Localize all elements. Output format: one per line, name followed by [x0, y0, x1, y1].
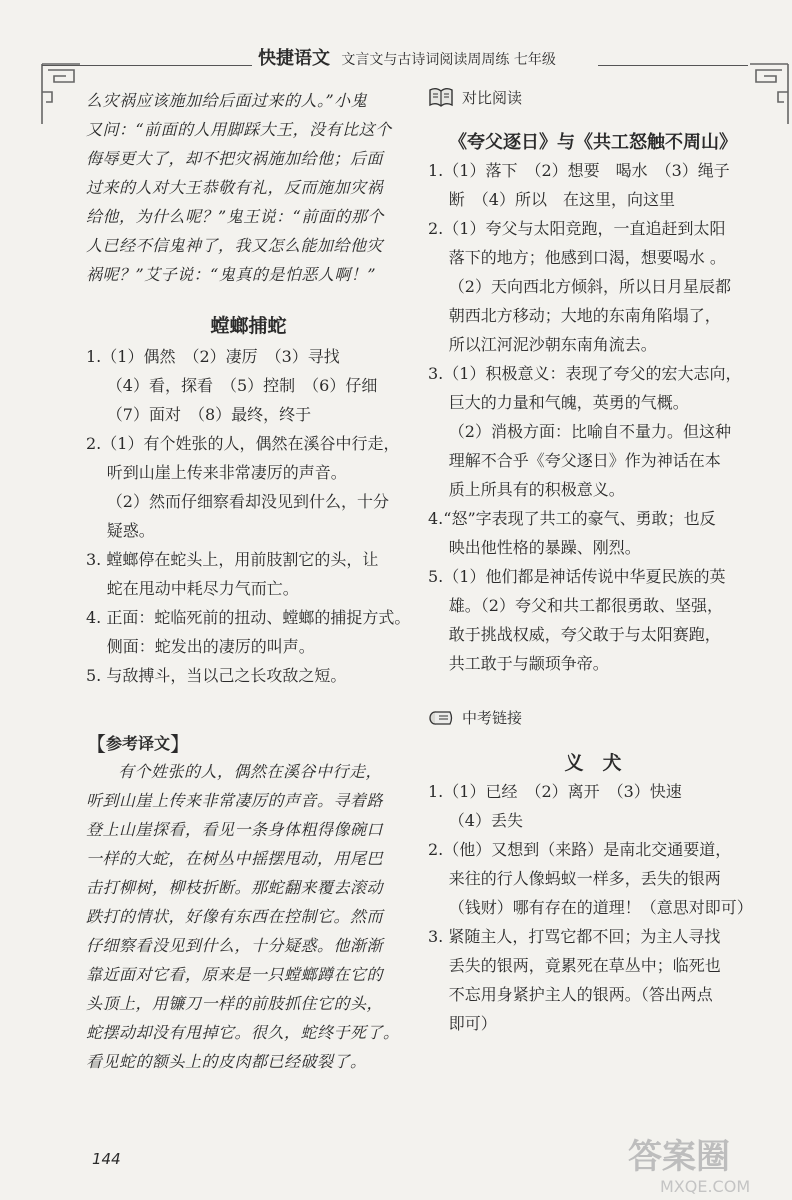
exam-link-heading	[428, 706, 758, 728]
text-line: 击打柳树，柳枝折断。那蛇翻来覆去滚动	[86, 878, 384, 897]
text-line: 登上山崖探看，看见一条身体粗得像碗口	[86, 820, 384, 839]
text-line: 朝西北方移动；大地的东南角陷塌了，	[448, 306, 721, 325]
text-line: 一样的大蛇，在树丛中摇摆甩动，用尾巴	[86, 849, 384, 868]
text-line: 4. 正面：蛇临死前的扭动、螳螂的捕捉方式。	[86, 608, 411, 627]
text-line: 又问：“前面的人用脚踩大王，没有比这个	[86, 120, 392, 139]
section-title-loyal-dog: 义 犬	[564, 752, 622, 774]
loyal-dog-answers	[428, 777, 758, 1038]
text-line: 有个姓张的人，偶然在溪谷中行走，	[118, 762, 383, 781]
text-line: 巨大的力量和气魄，英勇的气概。	[448, 393, 689, 412]
left-column	[86, 86, 411, 1076]
text-line: 过来的人对大王恭敬有礼，反而施加灾祸	[86, 178, 384, 197]
text-line: 1.（1）偶然 （2）凄厉 （3）寻找	[86, 347, 340, 366]
text-line: 祸呢？”艾子说：“鬼真的是怕恶人啊！”	[86, 265, 377, 284]
text-line: 5.（1）他们都是神话传说中华夏民族的英	[428, 567, 726, 586]
text-line: 理解不合乎《夸父逐日》作为神话在本	[448, 451, 721, 470]
text-line: 仔细察看没见到什么，十分疑惑。他渐渐	[86, 936, 384, 955]
text-line: （2）天向西北方倾斜，所以日月星辰都	[448, 277, 731, 296]
text-line: 靠近面对它看，原来是一只螳螂蹲在它的	[86, 965, 384, 984]
text-line: 5. 与敌搏斗，当以己之长攻敌之短。	[86, 666, 347, 685]
scroll-icon	[428, 706, 454, 728]
text-line: 敢于挑战权威，夸父敢于与太阳赛跑，	[448, 625, 721, 644]
section-title-mantis: 螳螂捕蛇	[210, 315, 287, 337]
text-line: 3. 螳螂停在蛇头上，用前肢割它的头，让	[86, 550, 379, 569]
text-line: 蛇摆动却没有甩掉它。很久，蛇终于死了。	[86, 1023, 400, 1042]
text-line: 疑惑。	[106, 521, 155, 540]
header-rule-right	[598, 65, 748, 66]
header-rule-left	[42, 65, 252, 66]
reference-translation-label: 参考译文	[106, 734, 171, 753]
section-title-kuafu: 《夸父逐日》与《共工怒触不周山》	[449, 132, 737, 153]
text-line: 跌打的情状，好像有东西在控制它。然而	[86, 907, 384, 926]
text-line: 共工敢于与颛顼争帝。	[448, 654, 609, 673]
text-line: 不忘用身紧护主人的银两。（答出两点	[448, 985, 713, 1004]
text-line: 看见蛇的额头上的皮肉都已经破裂了。	[86, 1052, 367, 1071]
reference-translation	[86, 757, 411, 1076]
open-book-icon	[428, 86, 454, 108]
text-line: 4.“怒”字表现了共工的豪气、勇敢；也反	[428, 509, 716, 528]
text-line: （4）丢失	[448, 811, 523, 830]
text-line: 2.（他）又想到（来路）是南北交通要道，	[428, 840, 732, 859]
text-line: 3. 紧随主人，打骂它都不回；为主人寻找	[428, 927, 721, 946]
text-line: 人已经不信鬼神了，我又怎么能加给他灾	[86, 236, 384, 255]
text-line: 3.（1）积极意义：表现了夸父的宏大志向，	[428, 364, 742, 383]
kuafu-answers	[428, 156, 758, 678]
story-continuation	[86, 86, 411, 289]
header-title	[258, 44, 556, 70]
mantis-answers	[86, 342, 411, 690]
comparative-reading-heading	[428, 86, 758, 108]
text-line: 即可）	[448, 1014, 497, 1033]
text-line: 2.（1）夸父与太阳竞跑，一直追赶到太阳	[428, 219, 726, 238]
text-line: 所以江河泥沙朝东南角流去。	[448, 335, 657, 354]
page-header	[0, 0, 792, 70]
text-line: 1.（1）已经 （2）离开 （3）快速	[428, 782, 682, 801]
text-line: （4）看，探看 （5）控制 （6）仔细	[106, 376, 378, 395]
text-line: （7）面对 （8）最终，终于	[106, 405, 312, 424]
text-line: 1.（1）落下 （2）想要 喝水 （3）绳子	[428, 161, 730, 180]
left-ornament-icon	[38, 62, 84, 128]
text-line: 听到山崖上传来非常凄厉的声音。	[106, 463, 347, 482]
text-line: 断 （4）所以 在这里，向这里	[448, 190, 675, 209]
text-line: 蛇在甩动中耗尽力气而亡。	[106, 579, 299, 598]
exam-link-label: 中考链接	[462, 708, 523, 727]
text-line: 侮辱更大了，却不把灾祸施加给他；后面	[86, 149, 384, 168]
watermark-bottom: MXQE.COM	[660, 1177, 751, 1196]
comparative-reading-label: 对比阅读	[462, 88, 523, 107]
watermark-logo-icon	[620, 1128, 780, 1198]
watermark-top: 答案圈	[628, 1137, 730, 1177]
text-line: 雄。（2）夸父和共工都很勇敢、坚强，	[448, 596, 723, 615]
text-line: 质上所具有的积极意义。	[448, 480, 625, 499]
text-line: 来往的行人像蚂蚁一样多，丢失的银两	[448, 869, 721, 888]
text-line: 么灾祸应该施加给后面过来的人。”小鬼	[86, 91, 368, 110]
text-line: 头顶上，用镰刀一样的前肢抓住它的头，	[86, 994, 384, 1013]
text-line: 落下的地方；他感到口渴，想要喝水 。	[448, 248, 726, 267]
text-line: 侧面：蛇发出的凄厉的叫声。	[106, 637, 315, 656]
text-line: （2）然而仔细察看却没见到什么，十分	[106, 492, 389, 511]
text-line: 给他，为什么呢？”鬼王说：“前面的那个	[86, 207, 384, 226]
page-number: 144	[92, 1150, 121, 1168]
text-line: （钱财）哪有存在的道理！（意思对即可）	[448, 898, 753, 917]
brand-name: 快捷语文	[258, 48, 330, 69]
book-subtitle: 文言文与古诗词阅读周周练 七年级	[341, 52, 556, 68]
text-line: （2）消极方面：比喻自不量力。但这种	[448, 422, 731, 441]
text-line: 听到山崖上传来非常凄厉的声音。寻着路	[86, 791, 384, 810]
reference-translation-heading: 【 参考译文 】	[86, 732, 191, 756]
right-column	[428, 86, 758, 1038]
text-line: 2.（1）有个姓张的人，偶然在溪谷中行走，	[86, 434, 400, 453]
text-line: 映出他性格的暴躁、刚烈。	[448, 538, 641, 557]
text-line: 丢失的银两，竟累死在草丛中；临死也	[448, 956, 721, 975]
